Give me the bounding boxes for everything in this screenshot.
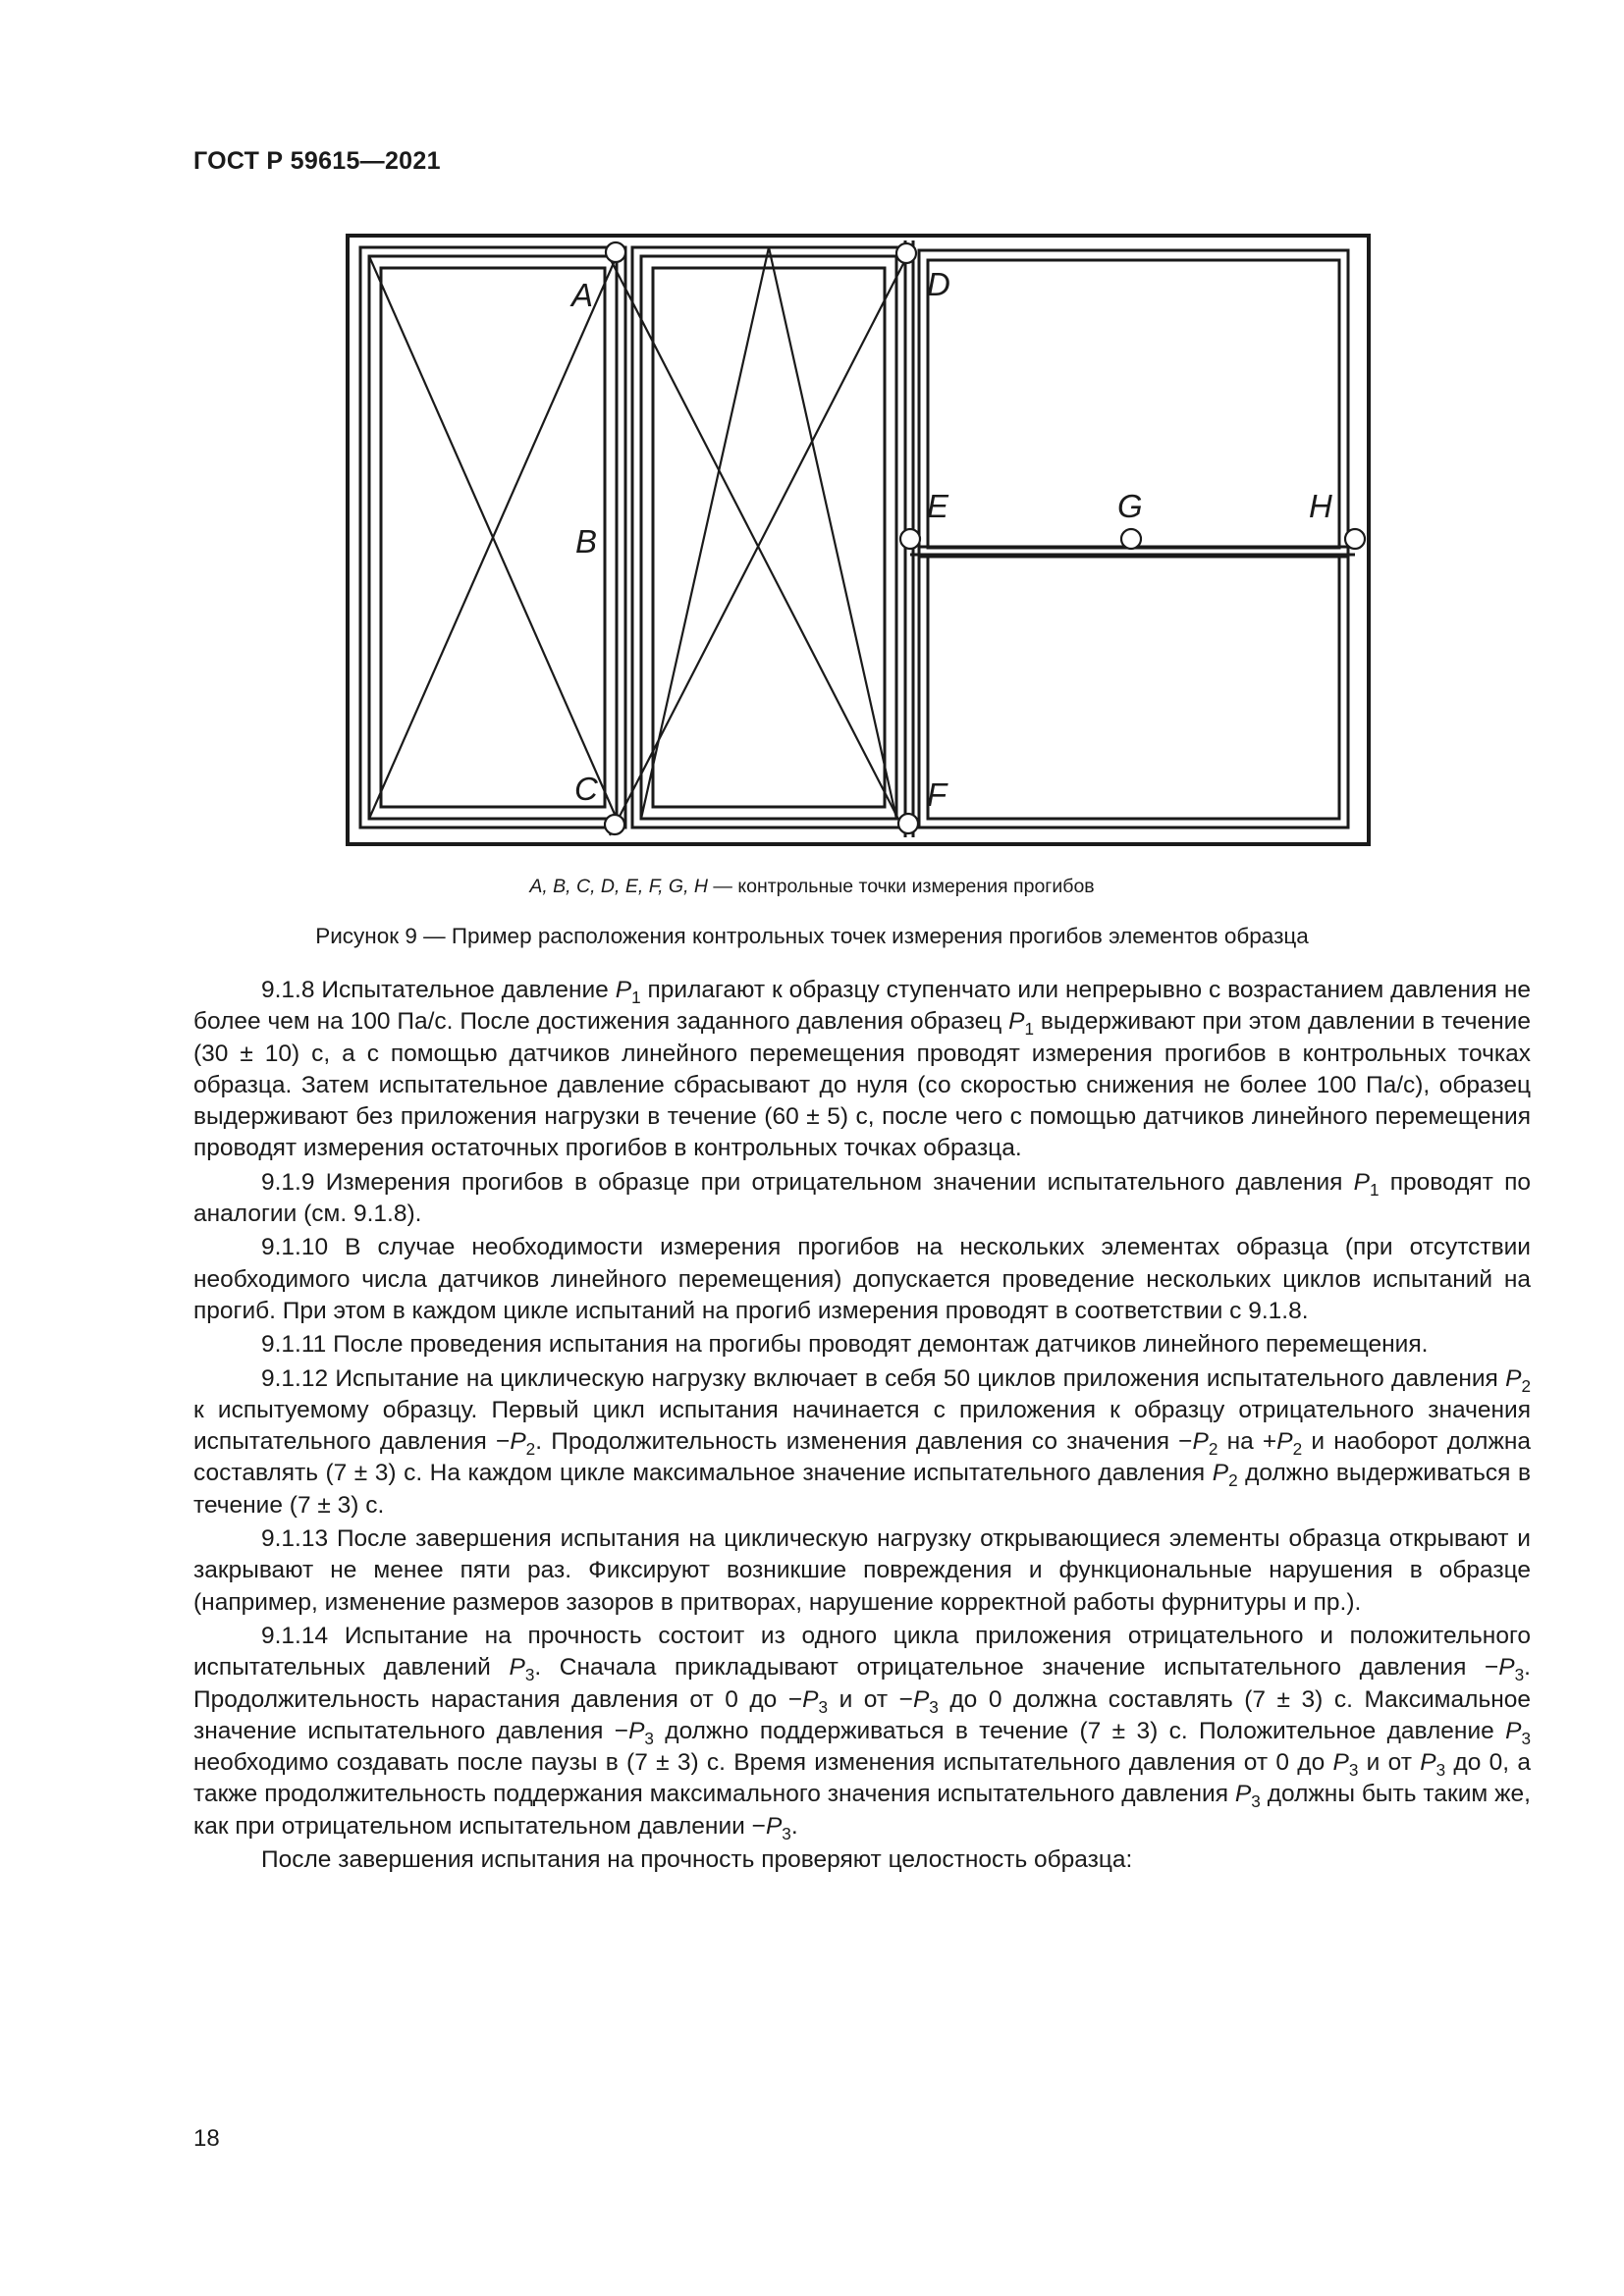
text-run: до 0 должна составлять (7 ± 3) с. Максимальное значение испытательного давления − xyxy=(193,1685,1531,1744)
pressure-subscript: 3 xyxy=(644,1728,654,1748)
text-run: После завершения испытания на прочность проверяют целостность образца: xyxy=(261,1846,1133,1874)
figure-caption: Рисунок 9 — Пример расположения контрольных точек измерения прогибов элементов образца xyxy=(315,924,1309,948)
text-run: к испытуемому образцу. Первый цикл испытания начинается с приложения к образцу отрицательного значения испытательного давления − xyxy=(193,1396,1531,1456)
para-9-1-11 xyxy=(193,1329,1531,1361)
pressure-variable: P xyxy=(765,1812,783,1840)
body-text xyxy=(193,975,1531,1878)
pressure-variable: P xyxy=(1234,1781,1252,1808)
text-run: до 0, а также продолжительность поддержания максимального значения испытательного давления xyxy=(193,1749,1531,1808)
pressure-subscript: 3 xyxy=(1514,1665,1525,1685)
label-point-c: C xyxy=(574,771,598,807)
pressure-variable: P xyxy=(802,1685,819,1713)
legend-text: — контрольные точки измерения прогибов xyxy=(708,876,1095,897)
text-run: и от − xyxy=(828,1685,913,1713)
point-marker-g xyxy=(1121,529,1141,549)
lower-right-pane-outer xyxy=(919,547,1348,828)
label-point-e: E xyxy=(927,488,949,524)
text-run: должно поддерживаться в течение (7 ± 3) с. Положительное давление xyxy=(653,1717,1506,1744)
text-run: 9.1.12 Испытание на циклическую нагрузку включает в себя 50 циклов приложения испытательного давления xyxy=(261,1364,1506,1392)
pressure-subscript: 3 xyxy=(1435,1760,1446,1781)
text-run: необходимо создавать после паузы в (7 ± 3) с. Время изменения испытательного давления от 0 до xyxy=(193,1749,1333,1777)
label-point-b: B xyxy=(575,523,598,560)
text-run: 9.1.13 После завершения испытания на циклическую нагрузку открывающиеся элементы образца открывают и закрывают не менее пяти раз. Фиксируют возникшие повреждения и функциональные нарушения в образце (например, изменение размеров зазоров в притворах, нарушение корректной работы фурнитуры и пр.). xyxy=(193,1525,1531,1616)
figure-legend xyxy=(0,876,1624,898)
pressure-subscript: 3 xyxy=(1251,1791,1261,1812)
text-run: выдерживают при этом давлении в течение (30 ± 10) с, а с помощью датчиков линейного перемещения проводят измерения прогибов в контрольных точках образца. Затем испытательное давление сбрасывают до нуля (со скоростью снижения не более 100 Па/с), образец выдерживают без приложения нагрузки в течение (60 ± 5) с, после чего с помощью датчиков линейного перемещения проводят измерения остаточных прогибов в контрольных точках образца. xyxy=(193,1008,1531,1162)
middle-sash-outer xyxy=(632,247,905,828)
pressure-variable: P xyxy=(1192,1428,1209,1456)
pressure-subscript: 2 xyxy=(525,1439,536,1460)
text-run: 9.1.8 Испытательное давление xyxy=(261,977,616,1003)
pressure-subscript: 3 xyxy=(524,1665,535,1685)
label-point-f: F xyxy=(927,776,947,813)
page-header-doc-id: ГОСТ Р 59615—2021 xyxy=(193,147,441,175)
pressure-subscript: 2 xyxy=(1292,1439,1303,1460)
pressure-variable: P xyxy=(1505,1364,1522,1392)
text-run: должны быть таким же, как при отрицательном испытательном давлении − xyxy=(193,1781,1531,1840)
pressure-variable: P xyxy=(1332,1749,1349,1777)
para-9-1-9 xyxy=(193,1167,1531,1231)
legend-points: A, B, C, D, E, F, G, H xyxy=(529,876,709,897)
text-run: 9.1.9 Измерения прогибов в образце при отрицательном значении испытательного давления xyxy=(261,1168,1354,1196)
middle-triangle-right xyxy=(769,247,896,819)
text-run: . Сначала прикладывают отрицательное значение испытательного давления − xyxy=(534,1654,1499,1682)
para-9-1-13 xyxy=(193,1523,1531,1619)
text-run: . Продолжительность изменения давления со значения − xyxy=(535,1428,1193,1456)
pressure-subscript: 3 xyxy=(818,1696,829,1717)
text-run: 9.1.11 После проведения испытания на прогибы проводят демонтаж датчиков линейного перемещения. xyxy=(261,1331,1429,1359)
text-run: и наоборот должна составлять (7 ± 3) с. На каждом цикле максимальное значение испытательного давления xyxy=(193,1428,1531,1487)
text-run: на + xyxy=(1218,1428,1277,1456)
point-marker-bottom-left xyxy=(605,815,624,834)
pressure-subscript: 1 xyxy=(1370,1179,1380,1200)
pressure-subscript: 3 xyxy=(1521,1728,1531,1748)
point-marker-e xyxy=(900,529,920,549)
figure-9-window-diagram xyxy=(344,231,1375,854)
para-final xyxy=(193,1844,1531,1876)
outer-frame xyxy=(348,236,1369,844)
point-marker-top-left xyxy=(606,242,625,262)
pressure-variable: P xyxy=(1420,1749,1436,1777)
pressure-variable: P xyxy=(509,1654,525,1682)
text-run: проводят по аналогии (см. 9.1.8). xyxy=(193,1168,1531,1228)
pressure-subscript: 3 xyxy=(1348,1760,1359,1781)
point-marker-top-right xyxy=(896,243,916,263)
pressure-subscript: 1 xyxy=(631,988,641,1007)
point-marker-h xyxy=(1345,529,1365,549)
pressure-variable: P xyxy=(1498,1654,1515,1682)
pressure-subscript: 3 xyxy=(929,1696,939,1717)
text-run: . xyxy=(790,1812,798,1840)
pressure-subscript: 3 xyxy=(782,1823,791,1843)
window-diagram xyxy=(344,231,1375,854)
text-run: должно выдерживаться в течение (7 ± 3) с. xyxy=(193,1460,1531,1519)
pressure-subscript: 2 xyxy=(1521,1375,1531,1396)
measure-diagonal-up xyxy=(610,252,909,835)
text-run: 9.1.10 В случае необходимости измерения прогибов на нескольких элементах образца (при отсутствии необходимого числа датчиков линейного перемещения) допускается проведение нескольких циклов испытаний на прогиб. При этом в каждом цикле испытаний на прогиб измерения проводят в соответствии с 9.1.8. xyxy=(193,1234,1531,1324)
text-run: прилагают к образцу ступенчато или непрерывно с возрастанием давления не более чем на 100 Па/с. После достижения заданного давления образец xyxy=(193,977,1531,1036)
pressure-variable: P xyxy=(1353,1168,1370,1196)
pressure-variable: P xyxy=(1212,1460,1229,1487)
para-9-1-10 xyxy=(193,1232,1531,1327)
text-run: . Продолжительность нарастания давления от 0 до − xyxy=(193,1654,1531,1713)
pressure-variable: P xyxy=(615,977,632,1003)
pressure-variable: P xyxy=(510,1428,526,1456)
label-point-g: G xyxy=(1117,488,1143,524)
pressure-subscript: 1 xyxy=(1024,1019,1035,1040)
pressure-variable: P xyxy=(1008,1008,1025,1036)
pressure-variable: P xyxy=(1276,1428,1293,1456)
point-marker-bottom-right xyxy=(898,814,918,833)
pressure-variable: P xyxy=(912,1685,930,1713)
para-9-1-12 xyxy=(193,1363,1531,1522)
para-9-1-14 xyxy=(193,1621,1531,1842)
pressure-variable: P xyxy=(1505,1717,1522,1744)
text-run: 9.1.14 Испытание на прочность состоит из одного цикла приложения отрицательного и положительного испытательных давлений xyxy=(193,1622,1531,1682)
lower-right-pane-inner xyxy=(928,556,1339,819)
pressure-subscript: 2 xyxy=(1208,1439,1218,1460)
pressure-subscript: 2 xyxy=(1228,1470,1238,1491)
label-point-h: H xyxy=(1309,488,1332,524)
middle-triangle-left xyxy=(641,247,769,819)
page-number: 18 xyxy=(193,2125,220,2152)
pressure-variable: P xyxy=(628,1717,645,1744)
label-point-a: A xyxy=(571,277,594,313)
label-point-d: D xyxy=(927,266,950,302)
middle-sash-mid xyxy=(641,256,896,819)
para-9-1-8 xyxy=(193,975,1531,1165)
text-run: и от xyxy=(1358,1749,1421,1777)
